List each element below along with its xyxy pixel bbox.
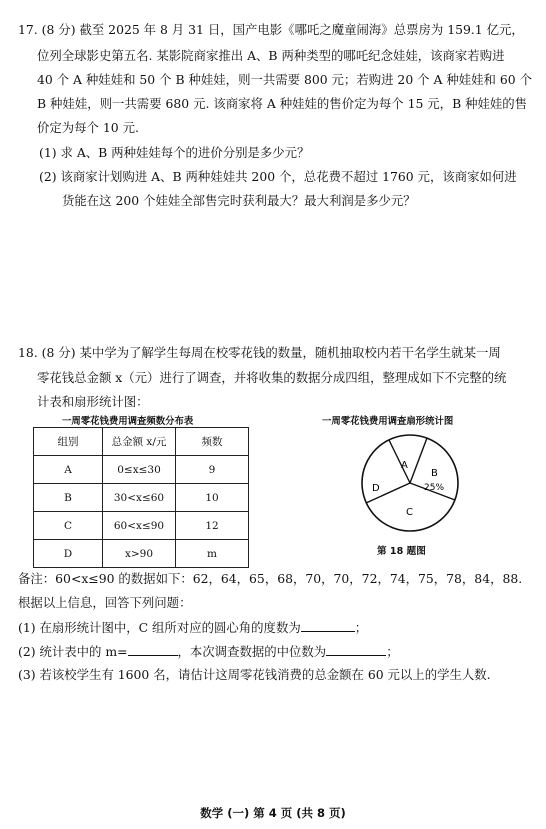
header-frequency: 频数 [176,428,249,456]
table-row [34,456,249,484]
pie-chart [350,428,470,538]
q18-sub1-end: ； [354,620,368,635]
cell-group: C [34,512,103,540]
q17-line-3: 40 个 A 种娃娃和 50 个 B 种娃娃，则一共需要 800 元；若购进 20 个 A 种娃娃和 60 个 [37,72,532,87]
answer-blank-m[interactable] [128,643,178,656]
figure-label: 第 18 题图 [377,546,426,557]
q17-sub2-line2: 货能在这 200 个娃娃全部售完时获利最大？最大利润是多少元？ [62,193,416,208]
table-caption: 一周零花钱费用调查频数分布表 [62,416,194,427]
cell-frequency: 10 [176,484,249,512]
cell-amount: 60<x≤90 [103,512,176,540]
q18-sub1-text: (1) 在扇形统计图中，C 组所对应的圆心角的度数为 [18,620,301,635]
q17-line-5: 价定为每个 10 元. [37,120,139,135]
q17-line-2: 位列全球影史第五名. 某影院商家推出 A、B 两种类型的哪吒纪念娃娃，该商家若购进 [37,48,505,63]
table-row [34,512,249,540]
chart-caption: 一周零花钱费用调查扇形统计图 [322,416,454,427]
q18-sub2-mid: ，本次调查数据的中位数为 [177,644,327,659]
q18-sub2-end: ； [386,644,399,659]
page-footer: 数学 (一) 第 4 页 (共 8 页) [200,806,346,820]
q18-sub2 [18,643,399,660]
q18-line-1: 18. (8 分) 某中学为了解学生每周在校零花钱的数量，随机抽取校内若干名学生就某一周 [18,345,501,360]
table-row [34,484,249,512]
q17-sub2-line1: (2) 该商家计划购进 A、B 两种娃娃共 200 个，总花费不超过 1760 元，该商家如何进 [39,169,517,184]
q17-line-4: B 种娃娃，则一共需要 680 元. 该商家将 A 种娃娃的售价定为每个 15 元，B 种娃娃的售 [37,96,528,111]
frequency-table [33,427,249,568]
q18-line-3: 计表和扇形统计图： [37,394,149,409]
pie-label-b-percent: 25% [424,483,445,493]
cell-group: A [34,456,103,484]
q17-sub1: (1) 求 A、B 两种娃娃每个的进价分别是多少元？ [39,145,310,160]
pie-label-c: C [406,507,413,518]
table-header-row [34,428,249,456]
header-amount: 总金额 x/元 [103,428,176,456]
q18-sub1 [18,619,367,636]
q18-note: 备注：60<x≤90 的数据如下：62，64，65，68，70，70，72，74，75，78，84，88. [18,571,523,586]
cell-group: B [34,484,103,512]
pie-label-a: A [401,460,408,471]
cell-amount: x>90 [103,540,176,568]
answer-blank-median[interactable] [326,643,386,656]
q18-sub2-text: (2) 统计表中的 m= [18,644,128,659]
q18-line-2: 零花钱总金额 x（元）进行了调查，并将收集的数据分成四组，整理成如下不完整的统 [37,370,507,385]
q18-prompt: 根据以上信息，回答下列问题： [18,595,192,610]
pie-label-b: B [431,468,438,479]
q17-line-1: 17. (8 分) 截至 2025 年 8 月 31 日，国产电影《哪吒之魔童闹海》总票房为 159.1 亿元， [18,22,524,37]
pie-label-d: D [372,483,380,494]
header-group: 组别 [34,428,103,456]
cell-frequency: m [176,540,249,568]
cell-amount: 30<x≤60 [103,484,176,512]
cell-amount: 0≤x≤30 [103,456,176,484]
table-row [34,540,249,568]
cell-group: D [34,540,103,568]
cell-frequency: 9 [176,456,249,484]
answer-blank-angle[interactable] [301,619,355,632]
q18-sub3: (3) 若该校学生有 1600 名，请估计这周零花钱消费的总金额在 60 元以上的学生人数. [18,667,491,682]
cell-frequency: 12 [176,512,249,540]
